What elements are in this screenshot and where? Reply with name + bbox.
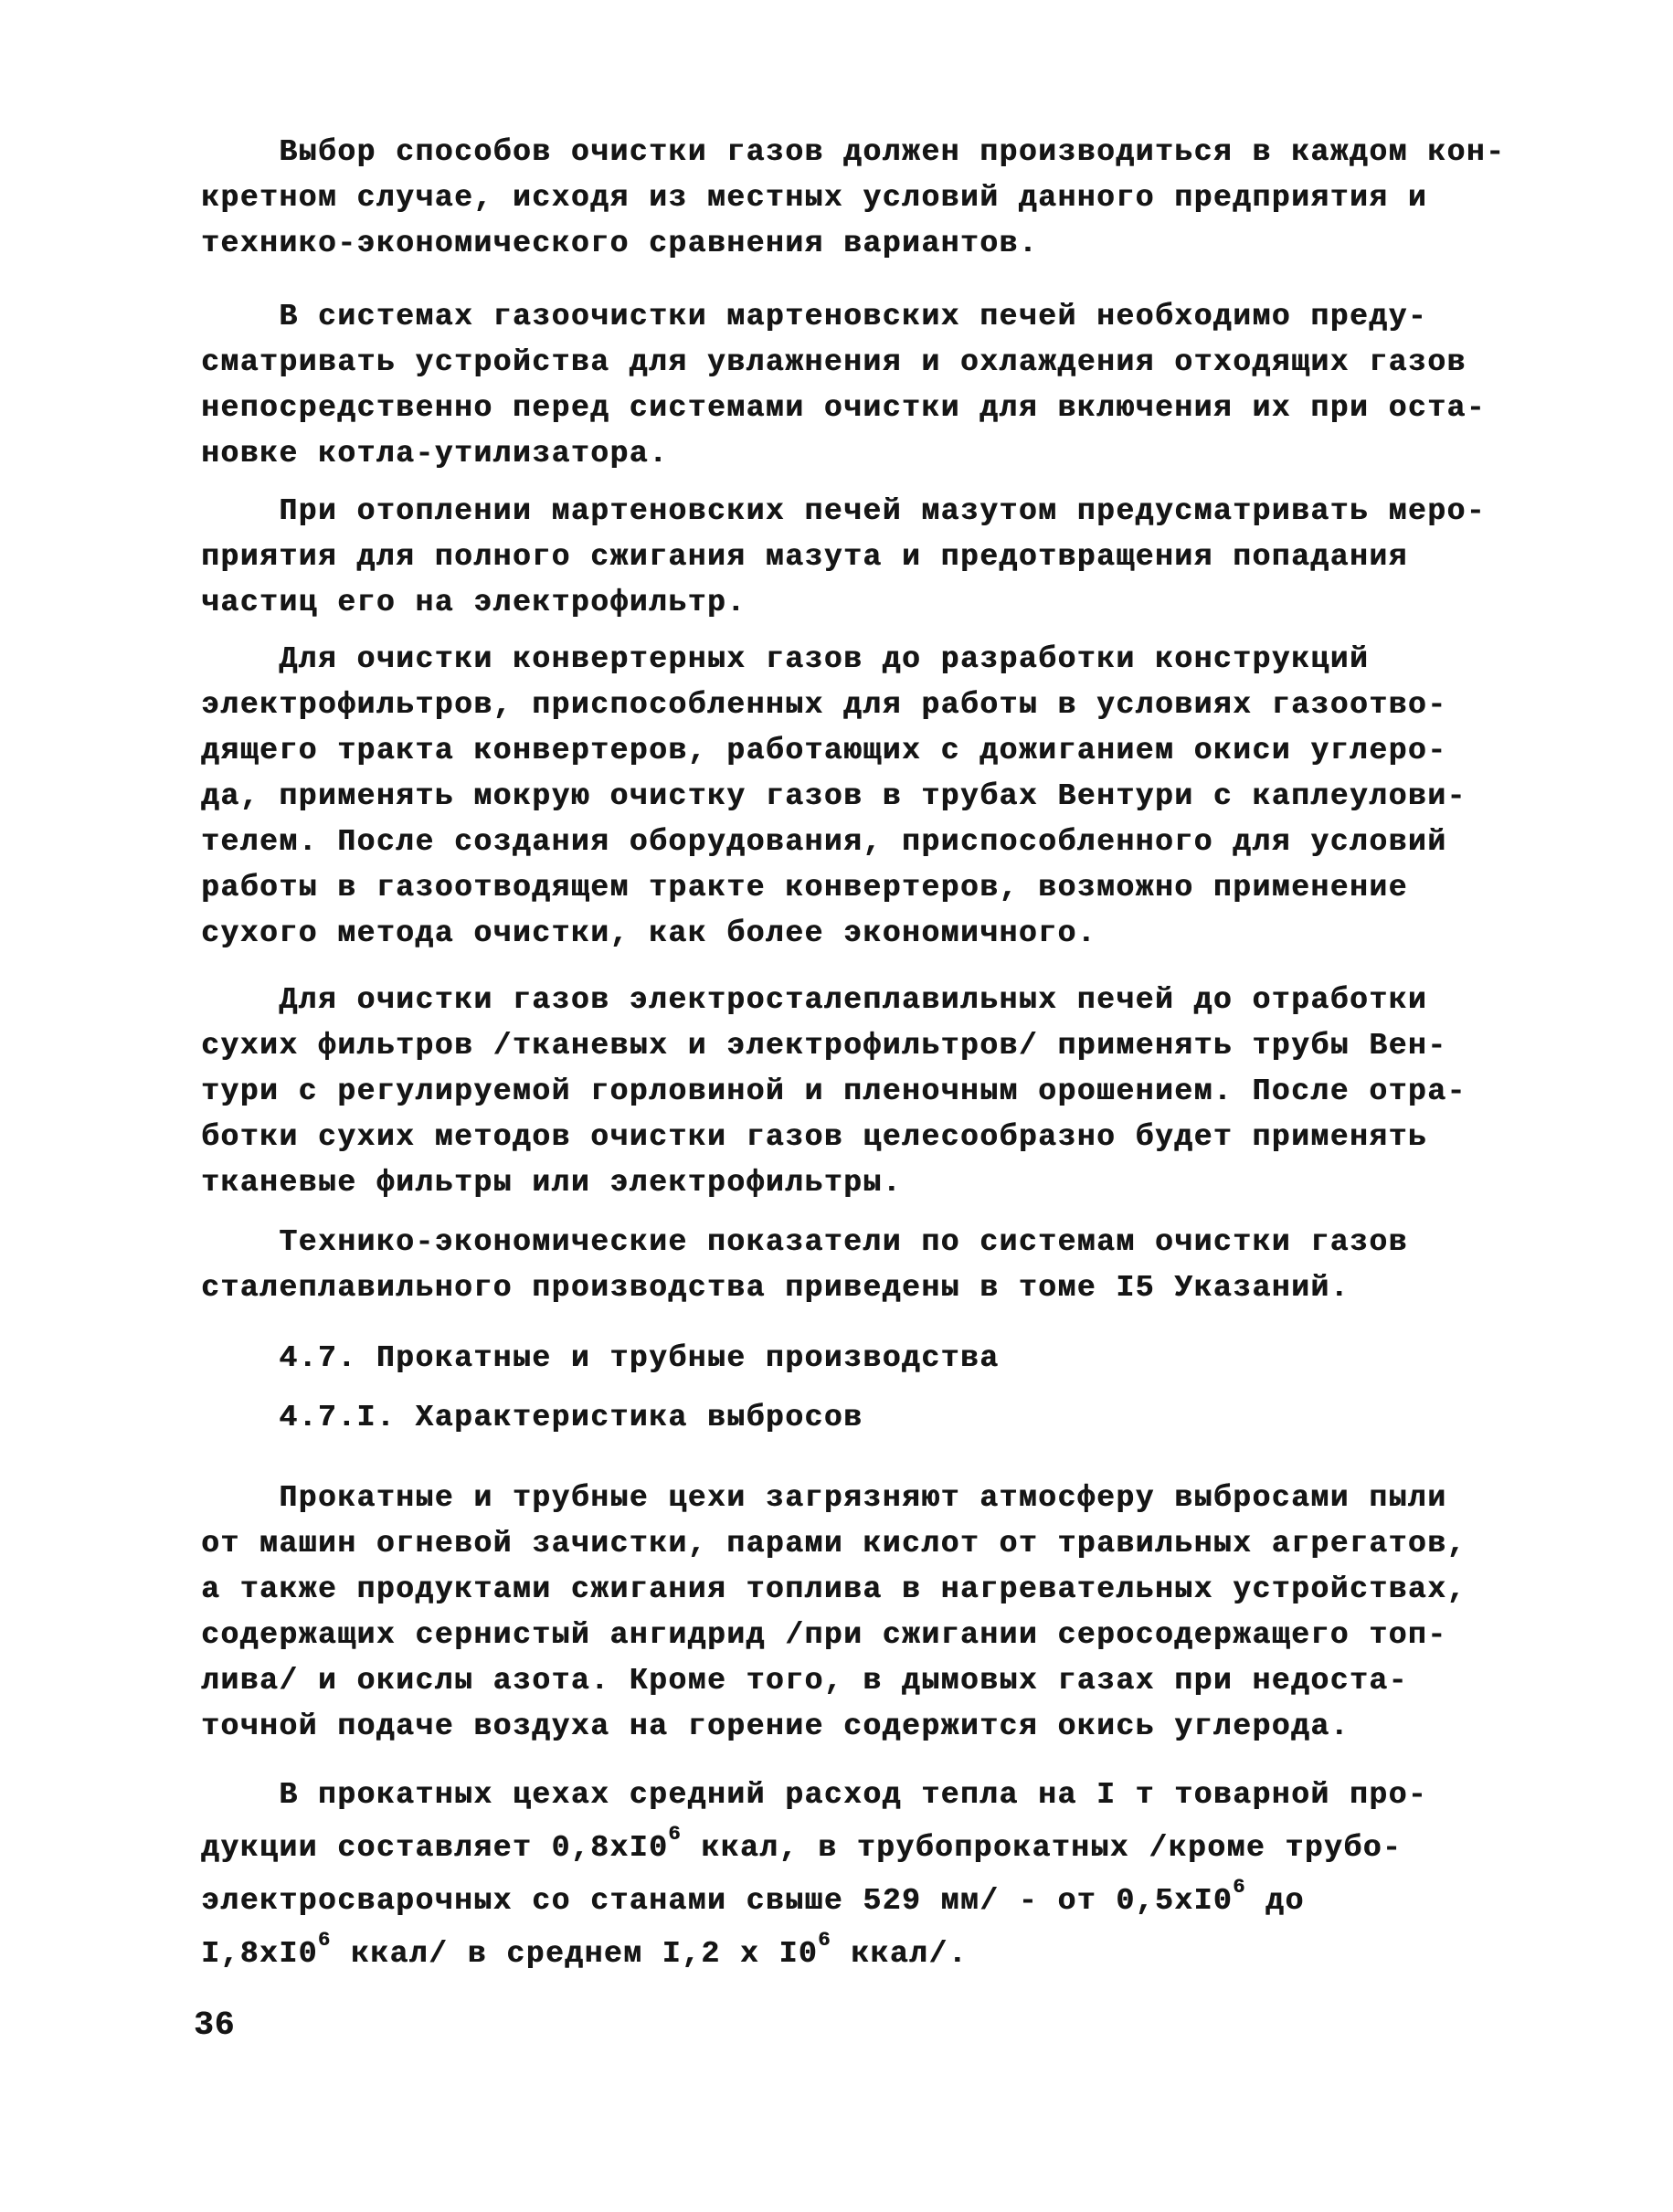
text-line: точной подаче воздуха на горение содержится окись углерода. <box>201 1709 1350 1743</box>
exponent: 6 <box>317 1929 332 1952</box>
formula-text: ккал/. <box>831 1937 968 1971</box>
text-line: сталеплавильного производства приведены в томе I5 Указаний. <box>201 1271 1350 1305</box>
page-number: 36 <box>194 2006 236 2044</box>
text-line: электрофильтров, приспособленных для работы в условиях газоотво- <box>201 688 1447 722</box>
formula-line <box>201 1929 1480 1977</box>
text-line: В прокатных цехах средний расход тепла на I т товарной про- <box>201 1778 1428 1812</box>
text-line: дящего тракта конвертеров, работающих с дожиганием окиси углеро- <box>201 734 1447 767</box>
text-line: В системах газоочистки мартеновских печей необходимо преду- <box>201 300 1428 333</box>
text-line: Для очистки газов электросталеплавильных печей до отработки <box>201 983 1428 1017</box>
text-line: кретном случае, исходя из местных условий данного предприятия и <box>201 181 1428 215</box>
text-line: тканевые фильтры или электрофильтры. <box>201 1166 902 1200</box>
formula-text: ккал, в трубопрокатных /кроме трубо- <box>681 1831 1403 1865</box>
formula-line <box>201 1876 1480 1924</box>
text-line: от машин огневой зачистки, парами кислот от травильных агрегатов, <box>201 1527 1467 1561</box>
text-line: непосредственно перед системами очистки для включения их при оста- <box>201 391 1487 425</box>
text-line: Технико-экономические показатели по системам очистки газов <box>201 1225 1408 1259</box>
text-line: а также продуктами сжигания топлива в нагревательных устройствах, <box>201 1572 1467 1606</box>
text-line: сухого метода очистки, как более экономичного. <box>201 916 1096 950</box>
text-line: новке котла-утилизатора. <box>201 437 669 471</box>
text-line: Прокатные и трубные цехи загрязняют атмосферу выбросами пыли <box>201 1481 1447 1515</box>
text-line: приятия для полного сжигания мазута и предотвращения попадания <box>201 540 1408 574</box>
text-line: лива/ и окислы азота. Кроме того, в дымовых газах при недоста- <box>201 1664 1408 1698</box>
text-line: Выбор способов очистки газов должен производиться в каждом кон- <box>201 135 1506 169</box>
formula-text: ккал/ в среднем I,2 х I0 <box>331 1937 819 1971</box>
text-line: сматривать устройства для увлажнения и охлаждения отходящих газов <box>201 345 1467 379</box>
text-line: телем. После создания оборудования, приспособленного для условий <box>201 825 1447 859</box>
exponent: 6 <box>668 1823 682 1846</box>
text-line: содержащих сернистый ангидрид /при сжигании серосодержащего топ- <box>201 1618 1447 1652</box>
subsection-heading: 4.7.I. Характеристика выбросов <box>201 1401 863 1434</box>
formula-text: дукции составляет 0,8хI0 <box>201 1831 669 1865</box>
text-line: тури с регулируемой горловиной и пленочным орошением. После отра- <box>201 1074 1467 1108</box>
formula-line <box>201 1823 1480 1871</box>
exponent: 6 <box>1233 1876 1246 1899</box>
formula-text: I,8хI0 <box>201 1937 318 1971</box>
text-line: технико-экономического сравнения вариантов. <box>201 227 1039 260</box>
section-heading: 4.7. Прокатные и трубные производства <box>201 1341 1000 1375</box>
text-line: При отоплении мартеновских печей мазутом предусматривать меро- <box>201 494 1487 528</box>
text-line: Для очистки конвертерных газов до разработки конструкций <box>201 642 1370 676</box>
text-line: частиц его на электрофильтр. <box>201 586 746 619</box>
text-line: да, применять мокрую очистку газов в трубах Вентури с каплеулови- <box>201 779 1467 813</box>
exponent: 6 <box>818 1929 831 1952</box>
formula-text: электросварочных со станами свыше 529 мм/ - от 0,5хI0 <box>201 1884 1234 1918</box>
formula-text: до <box>1245 1884 1305 1918</box>
text-line: ботки сухих методов очистки газов целесообразно будет применять <box>201 1120 1428 1154</box>
text-line: работы в газоотводящем тракте конвертеров, возможно применение <box>201 871 1408 905</box>
text-line: сухих фильтров /тканевых и электрофильтров/ применять трубы Вен- <box>201 1029 1447 1063</box>
